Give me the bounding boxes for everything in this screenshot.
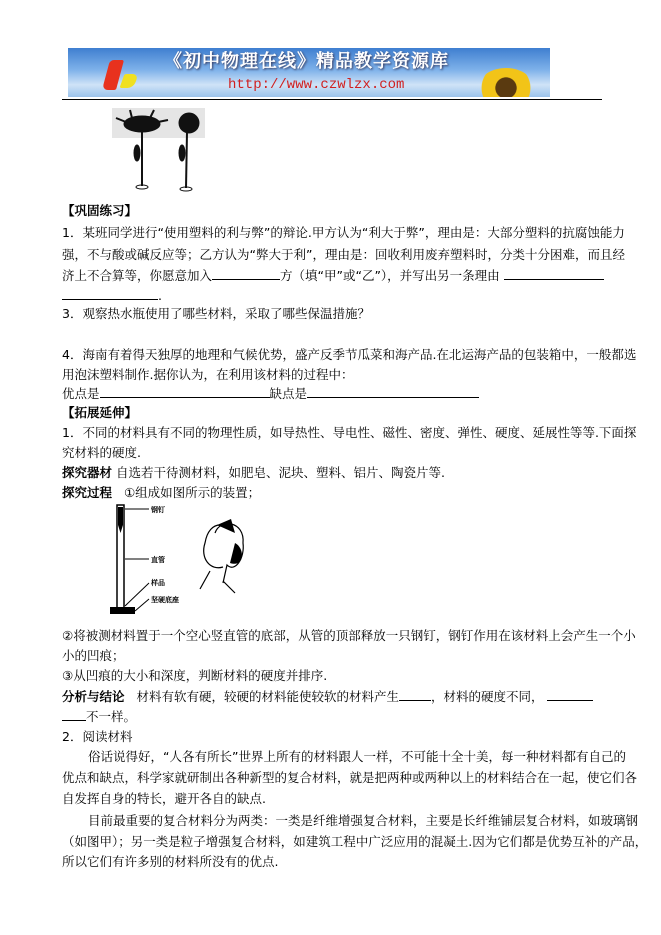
q1-line-4: . [62,287,602,303]
conclusion-label: 分析与结论 [62,689,125,704]
header-divider [62,99,602,100]
label-base: 坚硬底座 [151,595,179,604]
q4-line-2: 用泡沫塑料制作.据你认为，在利用该材料的过程中： [62,367,354,382]
banner-url: http://www.czwlzx.com [228,77,405,93]
hardness-apparatus-figure [105,503,255,618]
para2-line-3: 所以它们有许多别的材料所没有的优点. [62,854,279,869]
materials-label: 探究器材 [62,465,113,480]
conclusion-text-c: 不一样。 [86,709,137,724]
logo-icon-accent [119,74,138,88]
label-steel-nail: 钢钉 [151,505,165,514]
para1-line-2: 优点和缺点，科学家就研制出各种新型的复合材料，就是把两种或两种以上的材料结合在一起，使它们各 [62,770,638,785]
q1-text-b: 方（填“甲”或“乙”），并写出另一条理由 [280,268,500,283]
q4-line-1: 4．海南有着得天独厚的地理和气候优势，盛产反季节瓜菜和海产品.在北运海产品的包装箱中，一般都选 [62,347,637,362]
conclusion-line-2 [62,708,602,726]
step2-line-1: ②将被测材料置于一个空心竖直管的底部，从管的顶部释放一只钢钉，钢钉作用在该材料上会产生一个小 [62,628,636,643]
conclusion-text-b: ，材料的硬度不同， [430,689,544,704]
q1-line-1: 1．某班同学进行“使用塑料的利与弊”的辩论.甲方认为“利大于弊”，理由是：大部分塑料的抗腐蚀能力 [62,225,625,240]
process-line [62,484,602,502]
section-heading-consolidate: 【巩固练习】 [62,203,138,218]
q3-text: 3．观察热水瓶使用了哪些材料，采取了哪些保温措施？ [62,306,370,321]
para2-line-2: （如图甲）；另一类是粒子增强复合材料，如建筑工程中广泛应用的混凝土.因为它们都是优势互补的产品， [62,834,648,849]
flowers-image [112,108,205,196]
q1-side-blank[interactable] [212,267,280,280]
q4-answer-line [62,385,602,403]
q1-line-3 [62,267,602,285]
ext-q1-line-1: 1．不同的材料具有不同的物理性质，如导热性、导电性、磁性、密度、弹性、硬度、延展性等等.下面探 [62,425,637,440]
disadvantage-label: 缺点是 [269,386,308,401]
para2-line-1: 目前最重要的复合材料分为两类：一类是纤维增强复合材料，主要是长纤维铺层复合材料，如玻璃钢 [88,813,639,828]
section-heading-extension: 【拓展延伸】 [62,405,138,420]
label-sample: 样品 [151,578,165,587]
para1-line-3: 自发挥自身的特长，避开各自的缺点. [62,791,266,806]
disadvantage-blank[interactable] [307,385,479,398]
q2-heading: 2．阅读材料 [62,729,133,744]
advantage-blank[interactable] [100,385,270,398]
label-tube: 直管 [151,555,165,564]
q1-reason-blank[interactable] [504,267,604,280]
header-banner [68,48,550,97]
banner-title: 《初中物理在线》精品教学资源库 [164,51,449,72]
apparatus-drawing [105,503,255,618]
conclusion-line [62,688,602,706]
materials-line [62,464,602,482]
q1-reason-blank-cont[interactable] [62,287,158,300]
step3-text: ③从凹痕的大小和深度，判断材料的硬度并排序. [62,668,328,683]
conclusion-blank-2[interactable] [547,688,593,701]
q1-line-2: 强，不与酸或碱反应等；乙方认为“弊大于利”，理由是：回收利用废弃塑料时，分类十分困难，而且经 [62,247,625,262]
ext-q1-line-2: 究材料的硬度. [62,445,141,460]
advantage-label: 优点是 [62,386,100,401]
conclusion-blank-2-cont[interactable] [62,708,86,721]
step2-line-2: 小的凹痕； [62,648,125,663]
para1-line-1: 俗话说得好，“人各有所长”世界上所有的材料跟人一样，不可能十全十美，每一种材料都有自己的 [88,749,626,764]
conclusion-blank-1[interactable] [399,688,431,701]
q1-text-a: 济上不合算等，你愿意加入 [62,268,213,283]
step1-text: ①组成如图所示的装置； [123,485,261,500]
process-label: 探究过程 [62,485,113,500]
sunflower-icon [478,68,534,97]
conclusion-text-a: 材料有软有硬，较硬的材料能使较软的材料产生 [136,689,399,704]
materials-text: 自选若干待测材料，如肥皂、泥块、塑料、铝片、陶瓷片等. [116,465,445,480]
